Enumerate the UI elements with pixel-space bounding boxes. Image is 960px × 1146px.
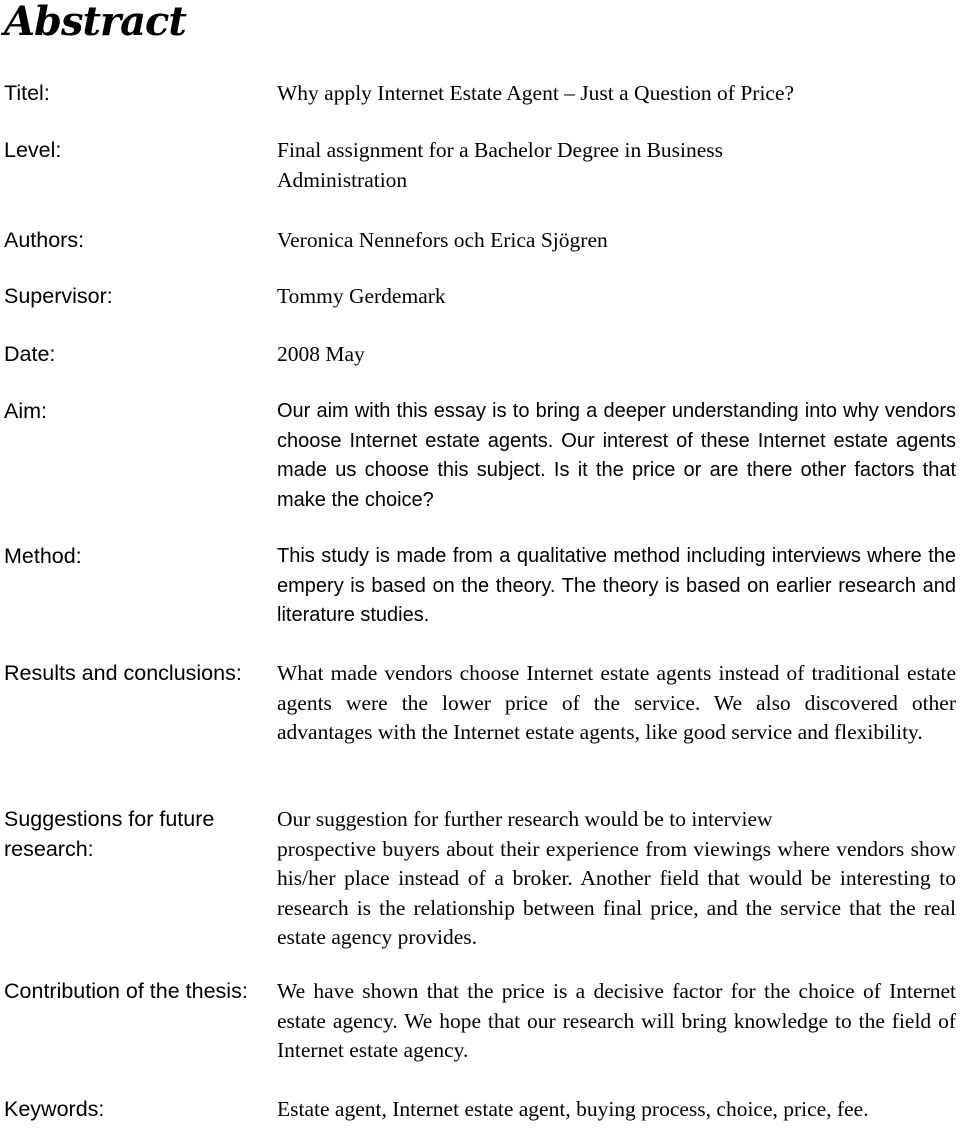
keywords-label: Keywords:	[4, 1097, 105, 1121]
date-label: Date:	[4, 342, 56, 366]
level-value: Final assignment for a Bachelor Degree in Business Administration	[277, 138, 724, 192]
keywords-value: Estate agent, Internet estate agent, buying process, choice, price, fee.	[277, 1097, 869, 1121]
titel-label: Titel:	[4, 81, 50, 105]
results-value: What made vendors choose Internet estate agents instead of traditional estate agents were the lower price of the service. We also discovered other advantages with the Internet estate agents, like good service and flexibility.	[277, 661, 956, 744]
level-label: Level:	[4, 138, 62, 162]
contribution-value: We have shown that the price is a decisive factor for the choice of Internet estate agency. We hope that our research will bring knowledge to the field of Internet estate agency.	[277, 979, 956, 1062]
page-title: Abstract	[4, 0, 186, 45]
aim-value: Our aim with this essay is to bring a deeper understanding into why vendors choose Internet estate agents. Our interest of these Internet estate agents made us choose this subject. Is it the price or are there other factors that make the choice?	[277, 400, 956, 511]
suggestions-value	[277, 805, 956, 953]
contribution-label: Contribution of the thesis:	[4, 979, 248, 1003]
suggestions-value-line1: Our suggestion for further research would be to interview	[277, 807, 773, 831]
aim-label: Aim:	[4, 399, 47, 423]
date-value: 2008 May	[277, 342, 365, 366]
supervisor-label: Supervisor:	[4, 284, 113, 308]
results-label: Results and conclusions:	[4, 661, 242, 685]
supervisor-value: Tommy Gerdemark	[277, 284, 446, 308]
method-label: Method:	[4, 544, 82, 568]
authors-value: Veronica Nennefors och Erica Sjögren	[277, 228, 608, 252]
suggestions-label: Suggestions for future research:	[4, 807, 215, 861]
suggestions-value-rest: prospective buyers about their experience from viewings where vendors show his/her place instead of a broker. Another field that would be interesting to research is the relationship between final price, and the service that the real estate agency provides.	[277, 836, 956, 949]
method-value: This study is made from a qualitative method including interviews where the empery is based on the theory. The theory is based on earlier research and literature studies.	[277, 545, 956, 626]
authors-label: Authors:	[4, 228, 85, 252]
titel-value: Why apply Internet Estate Agent – Just a Question of Price?	[277, 81, 795, 105]
